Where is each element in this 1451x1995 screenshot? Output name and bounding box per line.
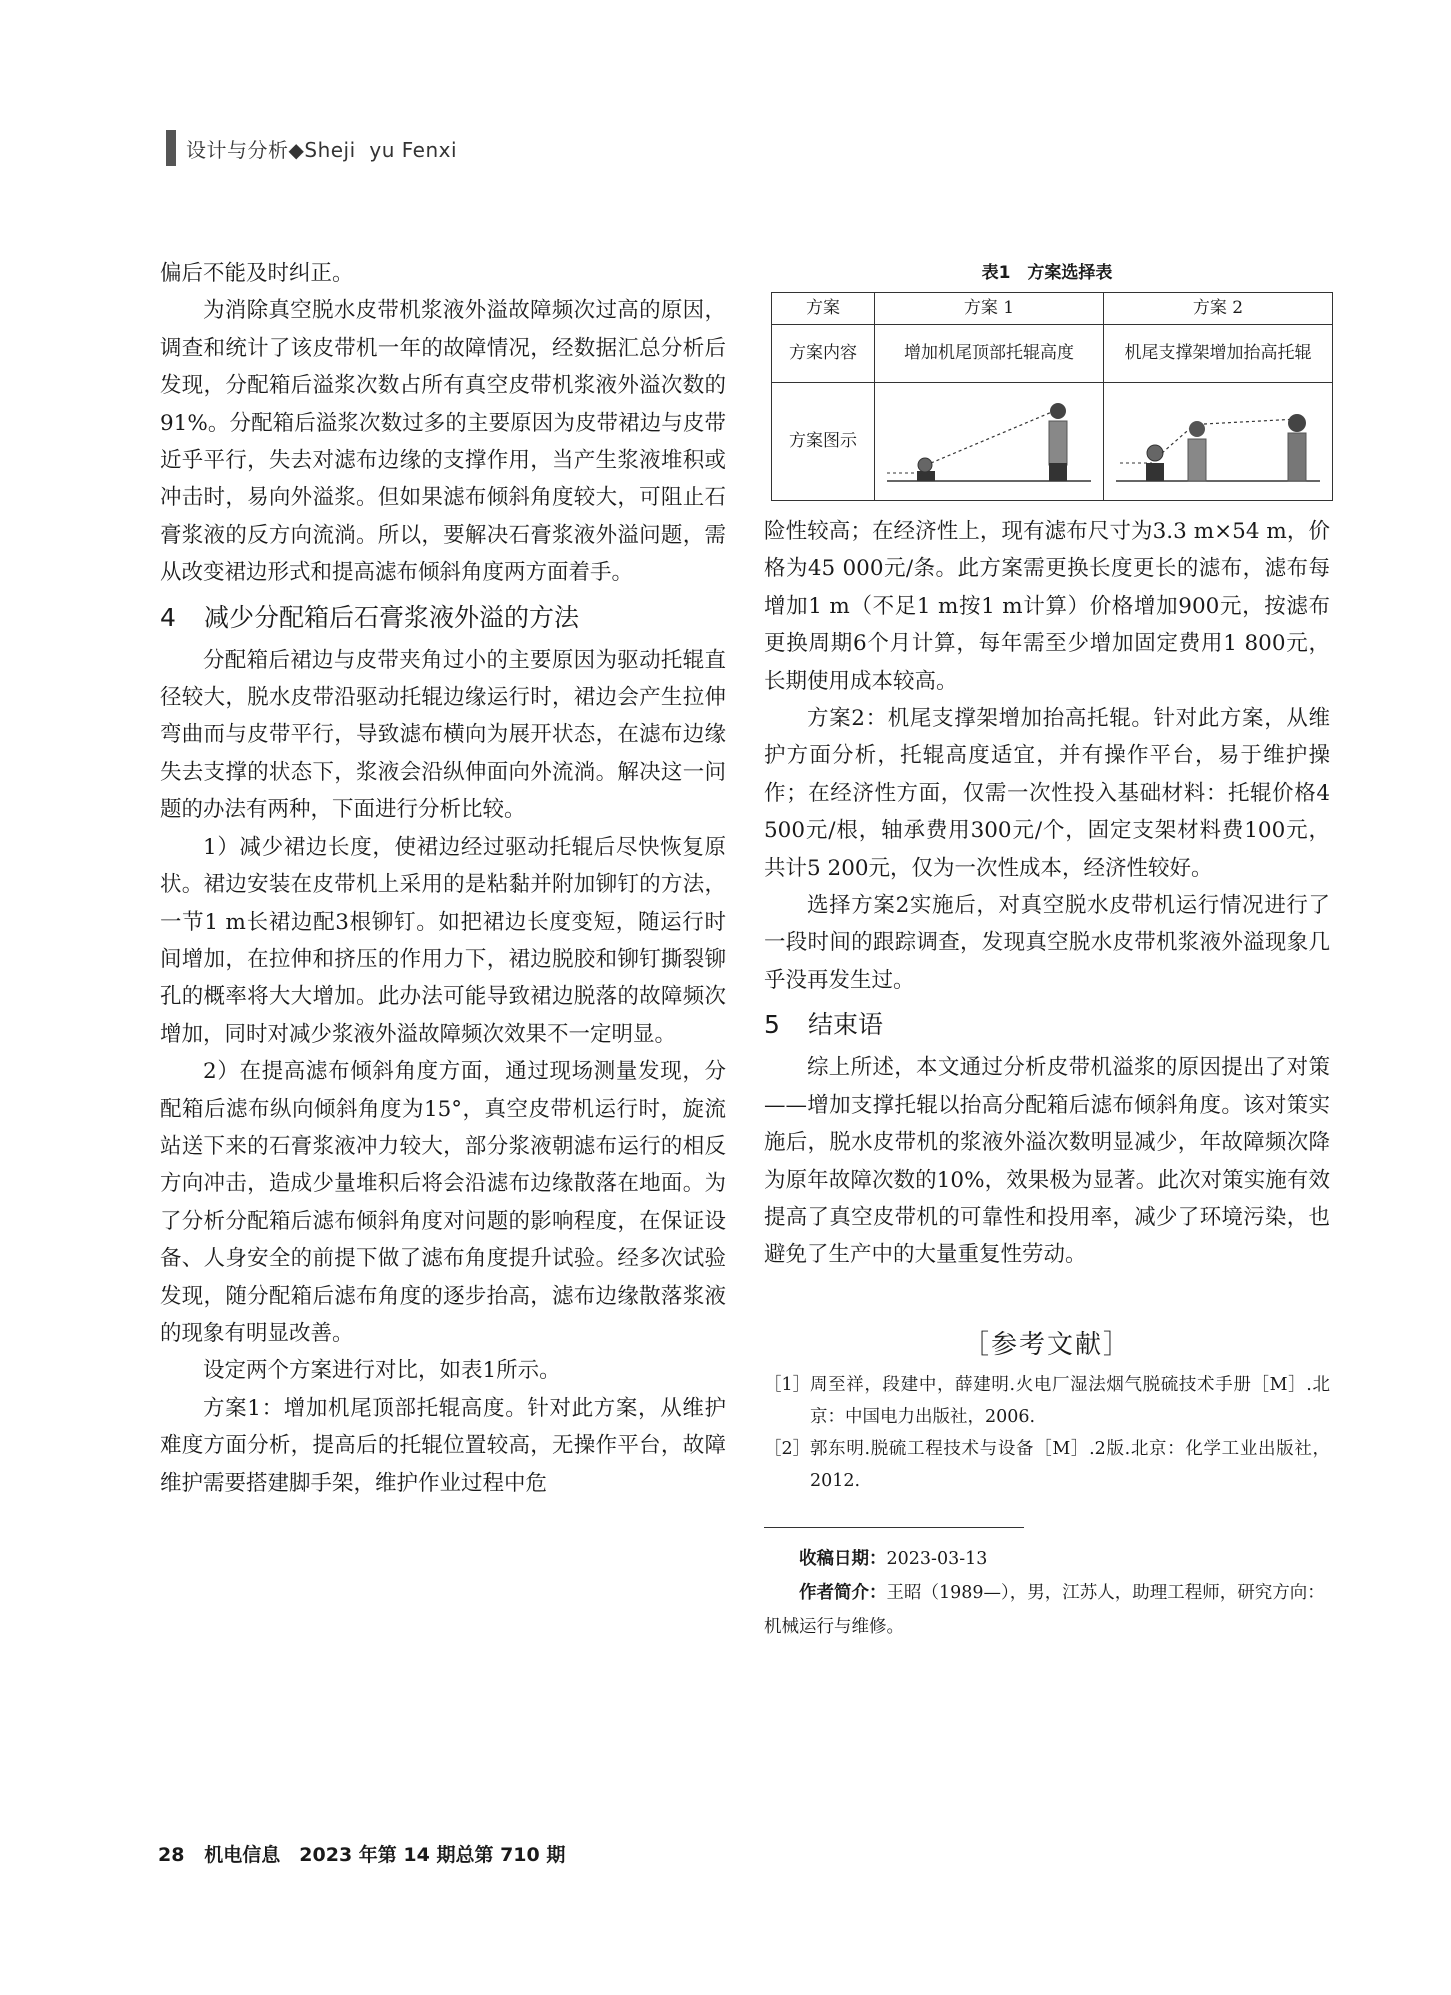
table-cell: 方案内容 — [772, 325, 875, 383]
paragraph: 1）减少裙边长度，使裙边经过驱动托辊后尽快恢复原状。裙边安装在皮带机上采用的是粘黏并附加铆钉的方法，一节1 m长裙边配3根铆钉。如把裙边长度变短，随运行时间增加，在拉伸和挤压的作用力下，裙边脱胶和铆钉撕裂铆孔的概率将大大增加。此办法可能导致裙边脱落的故障频次增加，同时对减少浆液外溢故障频次效果不一定明显。 — [160, 834, 726, 1047]
author-label: 作者简介： — [799, 1582, 887, 1603]
table-cell: 机尾支撑架增加抬高托辊 — [1104, 325, 1333, 383]
author-value: 王昭（1989—），男，江苏人，助理工程师，研究方向：机械运行与维修。 — [764, 1582, 1325, 1637]
left-column — [160, 255, 726, 1502]
spacer — [764, 501, 1330, 513]
references-title: ［参考文献］ — [962, 1329, 1131, 1360]
section-title: 减少分配箱后石膏浆液外溢的方法 — [204, 602, 580, 632]
scheme-2-figure — [1104, 383, 1333, 501]
paragraph: 为消除真空脱水皮带机浆液外溢故障频次过高的原因，调查和统计了该皮带机一年的故障情况，经数据汇总分析后发现，分配箱后溢浆次数占所有真空皮带机浆液外溢次数的91%。分配箱后溢浆次数过多的主要原因为皮带裙边与皮带近乎平行，失去对滤布边缘的支撑作用，当产生浆液堆积或冲击时，易向外溢浆。但如果滤布倾斜角度较大，可阻止石膏浆液的反方向流淌。所以，要解决石膏浆液外溢问题，需从改变裙边形式和提高滤布倾斜角度两方面着手。 — [160, 298, 726, 586]
section-number: 5 — [764, 1010, 780, 1040]
header-text: 设计与分析◆Sheji yu Fenxi — [186, 137, 458, 162]
table-cell: 方案 — [772, 293, 875, 325]
section-heading-5 — [764, 1005, 1330, 1045]
table-cell: 方案图示 — [772, 383, 875, 501]
table-cell: 方案 1 — [875, 293, 1104, 325]
reference-text: 郭东明.脱硫工程技术与设备［M］.2版.北京：化学工业出版社，2012. — [810, 1438, 1330, 1491]
reference-number: ［2］ — [764, 1438, 811, 1459]
received-date — [764, 1542, 1330, 1576]
received-value: 2023-03-13 — [886, 1548, 988, 1569]
scheme-1-diagram — [879, 387, 1099, 497]
scheme-table — [771, 292, 1333, 501]
paragraph: 偏后不能及时纠正。 — [160, 261, 354, 286]
paragraph: 方案2：机尾支撑架增加抬高托辊。针对此方案，从维护方面分析，托辊高度适宜，并有操作平台，易于维护操作；在经济性方面，仅需一次性投入基础材料：托辊价格4 500元/根，轴承费用300元/个，固定支架材料费100元，共计5 200元，仅为一次性成本，经济性较好。 — [764, 706, 1330, 881]
header-bar — [166, 130, 176, 166]
paragraph: 险性较高；在经济性上，现有滤布尺寸为3.3 m×54 m，价格为45 000元/条。此方案需更换长度更长的滤布，滤布每增加1 m（不足1 m按1 m计算）价格增加900元，按滤布更换周期6个月计算，每年需至少增加固定费用1 800元，长期使用成本较高。 — [764, 519, 1330, 694]
paragraph: 分配箱后裙边与皮带夹角过小的主要原因为驱动托辊直径较大，脱水皮带沿驱动托辊边缘运行时，裙边会产生拉伸弯曲而与皮带平行，导致滤布横向为展开状态，在滤布边缘失去支撑的状态下，浆液会沿纵伸面向外流淌。解决这一问题的办法有两种，下面进行分析比较。 — [160, 647, 726, 823]
author-bio — [764, 1576, 1330, 1644]
reference-text: 周至祥，段建中，薛建明.火电厂湿法烟气脱硫技术手册［M］.北京：中国电力出版社，2006. — [810, 1374, 1330, 1427]
paragraph: 方案1：增加机尾顶部托辊高度。针对此方案，从维护难度方面分析，提高后的托辊位置较高，无操作平台，故障维护需要搭建脚手架，维护作业过程中危 — [160, 1395, 726, 1496]
received-label: 收稿日期： — [799, 1548, 887, 1569]
table-title: 表1 方案选择表 — [981, 263, 1113, 283]
paragraph: 2）在提高滤布倾斜角度方面，通过现场测量发现，分配箱后滤布纵向倾斜角度为15°，真空皮带机运行时，旋流站送下来的石膏浆液冲力较大，部分浆液朝滤布运行的相反方向冲击，造成少量堆积后将会沿滤布边缘散落在地面。为了分析分配箱后滤布倾斜角度对问题的影响程度，在保证设备、人身安全的前提下做了滤布角度提升试验。经多次试验发现，随分配箱后滤布角度的逐步抬高，滤布边缘散落浆液的现象有明显改善。 — [160, 1059, 726, 1346]
page-footer: 28 机电信息 2023 年第 14 期总第 710 期 — [158, 1844, 566, 1866]
reference-item — [764, 1433, 1330, 1497]
section-title: 结束语 — [808, 1010, 884, 1040]
right-column — [764, 255, 1330, 1644]
scheme-2-diagram — [1108, 387, 1328, 497]
scheme-1-figure — [875, 383, 1104, 501]
table-row — [772, 325, 1333, 383]
section-number: 4 — [160, 602, 176, 632]
running-header — [166, 128, 457, 168]
table-header-row — [772, 293, 1333, 325]
footnote-divider — [764, 1527, 1024, 1528]
table-cell: 方案 2 — [1104, 293, 1333, 325]
table-row — [772, 383, 1333, 501]
reference-item — [764, 1369, 1330, 1433]
paragraph: 设定两个方案进行对比，如表1所示。 — [203, 1358, 561, 1384]
paragraph: 选择方案2实施后，对真空脱水皮带机运行情况进行了一段时间的跟踪调查，发现真空脱水皮带机浆液外溢现象几乎没再发生过。 — [764, 893, 1330, 993]
reference-number: ［1］ — [764, 1374, 811, 1395]
section-heading-4 — [160, 598, 726, 638]
paragraph: 综上所述，本文通过分析皮带机溢浆的原因提出了对策——增加支撑托辊以抬高分配箱后滤布倾斜角度。该对策实施后，脱水皮带机的浆液外溢次数明显减少，年故障频次降为原年故障次数的10%，效果极为显著。此次对策实施有效提高了真空皮带机的可靠性和投用率，减少了环境污染，也避免了生产中的大量重复性劳动。 — [764, 1055, 1330, 1268]
table-cell: 增加机尾顶部托辊高度 — [875, 325, 1104, 383]
